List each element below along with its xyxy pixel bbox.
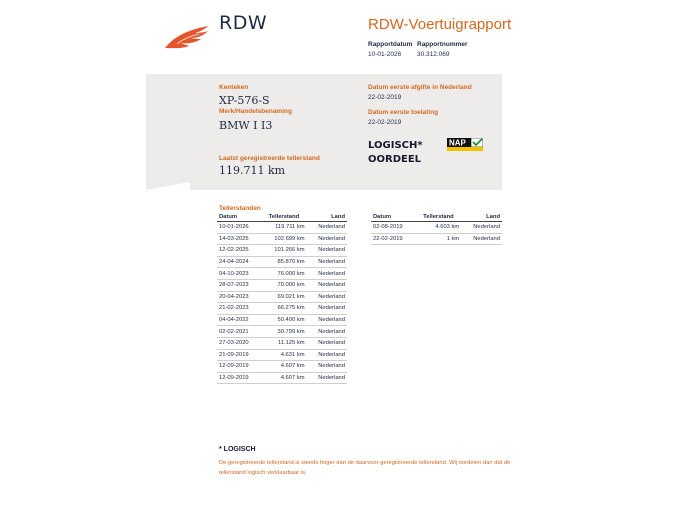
merk-label: Merk/Handelsbenaming [219, 108, 292, 115]
row-land: Nederland [307, 337, 347, 349]
tellerstanden-table-right [371, 214, 502, 245]
row-tellerstand: 4.631 km [261, 349, 306, 361]
row-datum: 02-02-2021 [217, 326, 261, 338]
row-tellerstand: 4.603 km [416, 222, 462, 234]
table-header-row [217, 214, 347, 222]
oordeel-line2: OORDEEL [368, 154, 422, 165]
col-land: Land [307, 214, 347, 222]
eerste-afgifte-value: 22-02-2019 [368, 94, 402, 101]
row-tellerstand: 4.607 km [261, 361, 306, 373]
row-land: Nederland [307, 222, 347, 234]
table-row [217, 256, 347, 268]
row-tellerstand: 119.711 km [261, 222, 306, 234]
table-row [217, 222, 347, 234]
row-land: Nederland [307, 245, 347, 257]
eerste-toelating-label: Datum eerste toelating [368, 109, 439, 116]
brand-name: RDW [219, 12, 268, 34]
row-land: Nederland [307, 314, 347, 326]
row-land: Nederland [307, 268, 347, 280]
row-land: Nederland [307, 372, 347, 384]
footnote-text: De geregistreerde tellerstand is steeds hoger dan de daarvoor geregistreerde tellerstand. Wij oordelen dan dat de tellerstand logisch verklaarbaar is. [219, 460, 511, 476]
row-datum: 12-09-2019 [217, 372, 261, 384]
row-tellerstand: 1 km [416, 233, 462, 245]
tellerstand-value: 119.711 km [219, 164, 286, 177]
rdw-logo [163, 24, 213, 50]
panel-notch [146, 182, 190, 190]
table-row [217, 233, 347, 245]
row-land: Nederland [307, 279, 347, 291]
row-land: Nederland [307, 361, 347, 373]
row-tellerstand: 70.000 km [261, 279, 306, 291]
row-datum: 27-03-2020 [217, 337, 261, 349]
col-datum: Datum [371, 214, 416, 222]
tellerstand-label: Laatst geregistreerde tellerstand [219, 155, 320, 162]
row-datum: 12-09-2019 [217, 361, 261, 373]
row-tellerstand: 11.125 km [261, 337, 306, 349]
table-row [217, 349, 347, 361]
table-row [371, 222, 502, 234]
col-land: Land [461, 214, 502, 222]
table-header-row [371, 214, 502, 222]
kenteken-value: XP-576-S [219, 94, 270, 107]
rapportdatum-label: Rapportdatum [368, 41, 413, 48]
col-tellerstand: Tellerstand [261, 214, 306, 222]
row-land: Nederland [307, 291, 347, 303]
table-row [217, 268, 347, 280]
table-row [371, 233, 502, 245]
row-datum: 10-01-2026 [217, 222, 261, 234]
table-row [217, 372, 347, 384]
row-tellerstand: 4.607 km [261, 372, 306, 384]
table-row [217, 337, 347, 349]
vehicle-panel [146, 74, 502, 190]
kenteken-label: Kenteken [219, 84, 249, 91]
row-land: Nederland [307, 256, 347, 268]
table-row [217, 245, 347, 257]
row-datum: 21-09-2019 [217, 349, 261, 361]
row-land: Nederland [307, 326, 347, 338]
nap-badge [447, 138, 483, 152]
rapportnummer-label: Rapportnummer [417, 41, 468, 48]
rapportdatum-value: 10-01-2026 [368, 51, 402, 58]
merk-value: BMW I I3 [219, 119, 273, 132]
row-tellerstand: 101.266 km [261, 245, 306, 257]
row-datum: 04-04-2022 [217, 314, 261, 326]
tellerstanden-table-left [217, 214, 347, 384]
table-row [217, 361, 347, 373]
report-title: RDW-Voertuigrapport [368, 16, 512, 33]
row-datum: 12-02-2025 [217, 245, 261, 257]
row-tellerstand: 85.870 km [261, 256, 306, 268]
rapportnummer-value: 30.312.069 [417, 51, 450, 58]
tellerstanden-title: Tellerstanden [219, 205, 261, 212]
row-datum: 21-02-2023 [217, 303, 261, 315]
row-datum: 04-10-2023 [217, 268, 261, 280]
row-tellerstand: 30.799 km [261, 326, 306, 338]
row-datum: 24-04-2024 [217, 256, 261, 268]
oordeel-line1: LOGISCH* [368, 140, 423, 151]
row-datum: 20-04-2023 [217, 291, 261, 303]
table-row [217, 326, 347, 338]
lion-logo-icon [163, 24, 213, 50]
eerste-toelating-value: 22-02-2019 [368, 119, 402, 126]
col-tellerstand: Tellerstand [416, 214, 462, 222]
col-datum: Datum [217, 214, 261, 222]
oordeel-title [368, 139, 423, 167]
row-land: Nederland [461, 233, 502, 245]
table-row [217, 314, 347, 326]
table-row [217, 291, 347, 303]
row-tellerstand: 50.400 km [261, 314, 306, 326]
nap-logo-icon [447, 138, 483, 152]
row-tellerstand: 66.275 km [261, 303, 306, 315]
nap-badge-text: NAP [449, 138, 466, 148]
row-datum: 28-07-2023 [217, 279, 261, 291]
row-land: Nederland [307, 349, 347, 361]
row-land: Nederland [307, 303, 347, 315]
row-land: Nederland [307, 233, 347, 245]
table-row [217, 303, 347, 315]
row-tellerstand: 76.000 km [261, 268, 306, 280]
row-tellerstand: 102.699 km [261, 233, 306, 245]
table-row [217, 279, 347, 291]
row-tellerstand: 69.021 km [261, 291, 306, 303]
row-datum: 14-03-2025 [217, 233, 261, 245]
row-datum: 22-02-2019 [371, 233, 416, 245]
eerste-afgifte-label: Datum eerste afgifte in Nederland [368, 84, 472, 91]
row-land: Nederland [461, 222, 502, 234]
row-datum: 02-08-2019 [371, 222, 416, 234]
footnote-title: * LOGISCH [219, 446, 256, 453]
